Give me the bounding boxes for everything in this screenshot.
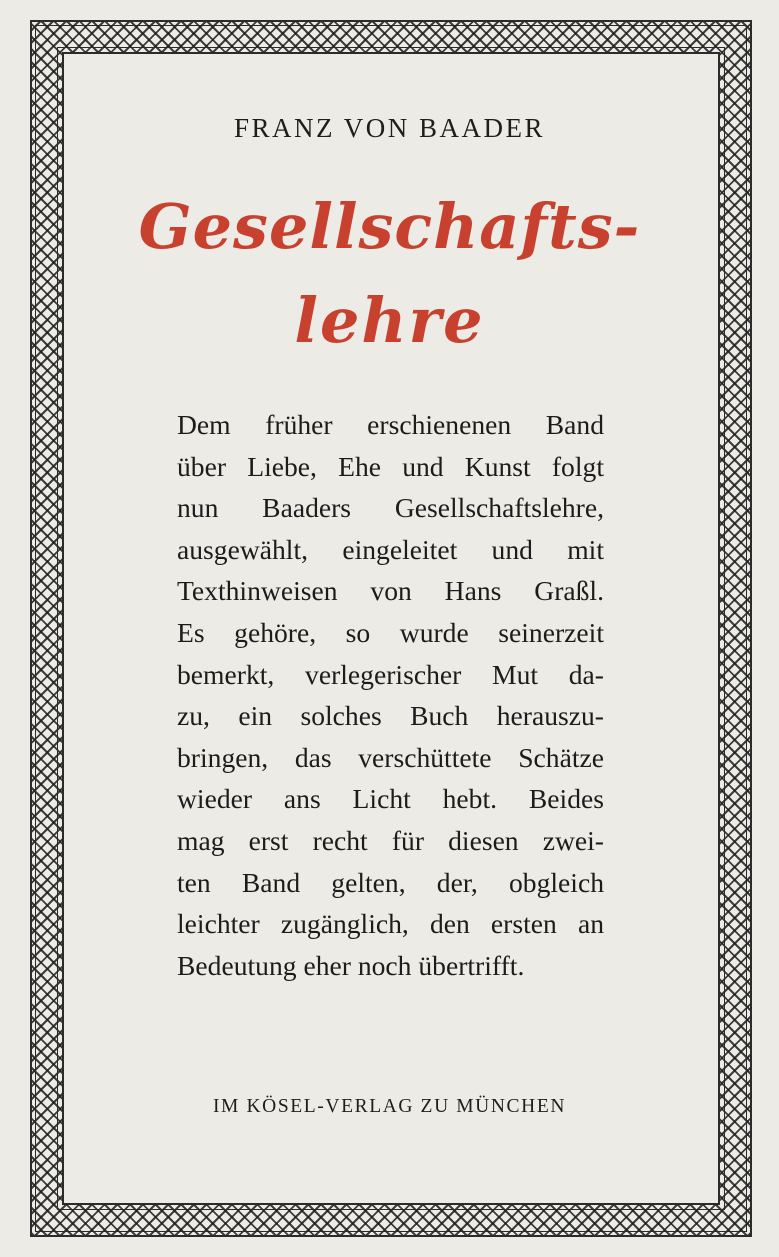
blurb-line: Bedeutung eher noch übertrifft. bbox=[177, 949, 525, 981]
blurb-line: nun Baaders Gesellschaftslehre, bbox=[177, 492, 604, 524]
publisher-imprint: IM KÖSEL-VERLAG ZU MÜNCHEN bbox=[212, 1096, 567, 1117]
blurb-line: bringen, das verschüttete Schätze bbox=[177, 741, 604, 773]
blurb-line: ten Band gelten, der, obgleich bbox=[177, 866, 604, 898]
blurb-line: Dem früher erschienenen Band bbox=[177, 409, 604, 440]
blurb-text bbox=[177, 404, 604, 986]
blurb-line: leichter zugänglich, den ersten an bbox=[177, 908, 604, 940]
author-name: FRANZ VON BAADER bbox=[233, 113, 546, 143]
blurb-line: Texthinweisen von Hans Graßl. bbox=[177, 575, 604, 607]
blurb-line: wieder ans Licht hebt. Beides bbox=[177, 783, 604, 815]
blurb-line: mag erst recht für diesen zwei- bbox=[177, 824, 604, 856]
blurb-line: zu, ein solches Buch herauszu- bbox=[177, 700, 604, 732]
blurb-line: ausgewählt, eingeleitet und mit bbox=[177, 533, 604, 565]
blurb-line: Es gehöre, so wurde seinerzeit bbox=[177, 616, 604, 648]
blurb-line: über Liebe, Ehe und Kunst folgt bbox=[177, 450, 604, 482]
title-line-1: Gesellschafts- bbox=[138, 190, 641, 263]
blurb-line: bemerkt, verlegerischer Mut da- bbox=[177, 658, 604, 690]
title-line-2: lehre bbox=[294, 284, 485, 357]
